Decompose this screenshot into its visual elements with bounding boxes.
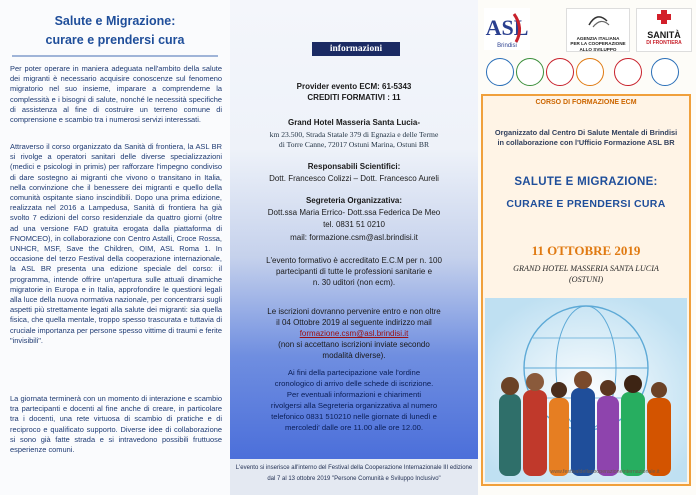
aics-line2: PER LA COOPERAZIONE: [570, 41, 626, 47]
sanita-frontiera-logo: [636, 8, 692, 52]
aics-agency-logo: [566, 8, 630, 52]
festival-footer-line1: L'evento si inserisce all'interno del Festival della Cooperazione Internazionale III edizione: [235, 465, 473, 471]
scientific-heading: Responsabili Scientifici:: [307, 162, 401, 171]
sanita-title: SANITÀ: [647, 30, 681, 40]
intro-title-line2: curare e prendersi cura: [45, 33, 185, 47]
panel-info: [230, 0, 479, 495]
aics-line3: ALLO SVILUPPO: [579, 46, 617, 52]
cover-title-line2: CURARE E PRENDERSI CURA: [506, 198, 666, 210]
accreditation-line3: n. 30 uditori (non ecm).: [312, 278, 396, 287]
accreditation-line2: partecipanti di tutte le professioni sanitarie e: [275, 267, 433, 276]
order-line6: mercoledi' dalle ore 11.00 alle ore 12.00.: [284, 423, 424, 432]
secretary-names: Dott.ssa Maria Errico- Dott.ssa Federica De Meo: [267, 208, 441, 217]
festival-website[interactable]: www.festivaldellacooperazioneinternazionale.it: [550, 469, 660, 475]
organizer-line1: Organizzato dal Centro Di Salute Mentale di Brindisi: [494, 128, 678, 137]
order-line1: Ai fini della partecipazione vale l'ordine: [287, 368, 421, 377]
organizer-line2: in collaborazione con l'Ufficio Formazione ASL BR: [497, 137, 675, 147]
order-line2: cronologico di arrivo delle schede di iscrizione.: [274, 379, 434, 388]
sanita-cross-icon: [654, 9, 674, 25]
aics-hands-icon: [567, 9, 629, 31]
registration-email-link[interactable]: formazione.csm@asl.brindisi.it: [299, 329, 409, 338]
registration-line2: il 04 Ottobre 2019 al seguente indirizzo mail: [276, 318, 432, 327]
title-divider: [12, 55, 218, 57]
festival-footer-text: [234, 463, 474, 485]
order-line4: rivolgersi alla Segreteria organizzativa al numero: [270, 401, 438, 410]
cover-venue-line1: GRAND HOTEL MASSERIA SANTA LUCIA: [513, 264, 659, 273]
migrants-illustration: [485, 298, 687, 482]
intro-paragraph-1: Per poter operare in maniera adeguata nell'ambito della salute dei migranti è necessario acquisire conoscenze sul fenomeno migratorio nel suo insieme, imparare a comprenderne la complessità e i bisogni di salute, nonché le necessità specifiche di assistenza al fine di costruire un terreno comune di comprensione e scambio tra i numerosi servizi interessati.: [10, 64, 222, 125]
info-badge: informazioni: [312, 42, 400, 56]
ecm-course-label: CORSO DI FORMAZIONE ECM: [535, 99, 637, 106]
partner-logo-5: [614, 58, 642, 86]
venue-address-2: di Torre Canne, 72017 Ostuni Marina, Ostuni BR: [278, 140, 430, 149]
order-line3: Per eventuali informazioni e chiarimenti: [286, 390, 422, 399]
festival-footer: [230, 459, 478, 495]
partner-logo-6: [651, 58, 679, 86]
secretary-heading: Segreteria Organizzativa:: [305, 196, 403, 205]
intro-title-line1: Salute e Migrazione:: [54, 14, 176, 28]
organizer-text: [481, 128, 691, 147]
venue-address-1: km 23.500, Strada Statale 379 di Egnazia e delle Terme: [269, 130, 439, 139]
scientific-names: Dott. Francesco Colizzi – Dott. Francesco Aureli: [269, 174, 439, 183]
festival-footer-line2: dal 7 al 13 ottobre 2019 "Persone Comunità e Sviluppo Inclusivo": [267, 476, 441, 482]
registration-line1: Le iscrizioni dovranno pervenire entro e non oltre: [267, 307, 441, 316]
asl-brindisi-logo: [484, 8, 530, 50]
provider-ecm: Provider evento ECM: 61-5343: [296, 82, 412, 91]
order-line5: telefonico 0831 510210 nelle giornate di lunedì e: [271, 412, 437, 421]
cover-venue-line2: (OSTUNI): [568, 275, 604, 284]
panel-intro: [0, 0, 231, 495]
intro-paragraph-2: Attraverso il corso organizzato da Sanità di frontiera, la ASL BR si rivolge a operatori sanitari delle diverse specializzazioni (medici e psicologi in primis) per rafforzare l'impegno condiviso di dare sostegno ai migranti che vivono o transitano in Italia, nella convinzione che il benessere dei migranti e quello della comunità ospitante siano inscindibili. Dopo una prima edizione, realizzata nel 2016 a Lampedusa, Sanità di frontiera ha già svolto 7 edizioni del corso residenziale da quattro giorni (oltre ad una versione FAD gratuita erogata dalla piattaforma di FNOMCEO), in collaborazione con Centro Astalli, Croce Rossa, UNHCR, MSF, Save the Children, OIM, ASL Roma 1. In occasione del terzo Festival della cooperazione internazionale, la ASL BR presenta una edizione speciale del corso: il programma, intende offrire un'apertura sulle attuali dinamiche migratorie in Europa e in Italia, approfondire le questioni legali alla luce della nuova normativa nazionale, per concentrarsi sugli aspetti più strettamente legati alla salute dei migranti: sia quella fisica, che quella mentale, troppo spesso trascurata e tuttavia di cruciale importanza per persone spesso vittime di traumi e ferite "invisibili".: [10, 142, 222, 345]
accreditation-line1: L'evento formativo è accreditato E.C.M per n. 100: [266, 256, 442, 265]
asl-logo-subtext: Brindisi: [497, 43, 517, 49]
partner-logo-3: [546, 58, 574, 86]
aics-line1: AGENZIA ITALIANA: [576, 36, 620, 41]
partner-logo-4: [576, 58, 604, 86]
secretary-phone: tel. 0831 51 0210: [323, 220, 385, 229]
event-date: 11 OTTOBRE 2019: [531, 243, 641, 258]
registration-line3: (non si accettano iscrizioni inviate secondo: [278, 340, 430, 349]
sanita-subtitle: DI FRONTIERA: [646, 40, 682, 46]
cover-title-line1: SALUTE E MIGRAZIONE:: [514, 176, 658, 188]
partner-logo-2: [516, 58, 544, 86]
secretary-email: mail: formazione.csm@asl.brindisi.it: [290, 233, 418, 242]
partner-logo-1: [486, 58, 514, 86]
intro-paragraph-3: La giornata terminerà con un momento di interazione e scambio tra partecipanti e docenti al fine anche di creare, in particolare tra i docenti, una rete virtuosa di scambio di pratiche e di reciproco e qualificato supporto. Diverse idee di collaborazione si sono già fatte strada e si intravedono possibili fruttuose esperienze comuni.: [10, 394, 222, 455]
asl-logo-text: ASL: [485, 15, 529, 40]
registration-line4: modalità diverse).: [322, 351, 386, 360]
credits: CREDITI FORMATIVI : 11: [307, 93, 401, 102]
intro-title: [0, 12, 230, 50]
venue-name: Grand Hotel Masseria Santa Lucia-: [287, 118, 421, 127]
